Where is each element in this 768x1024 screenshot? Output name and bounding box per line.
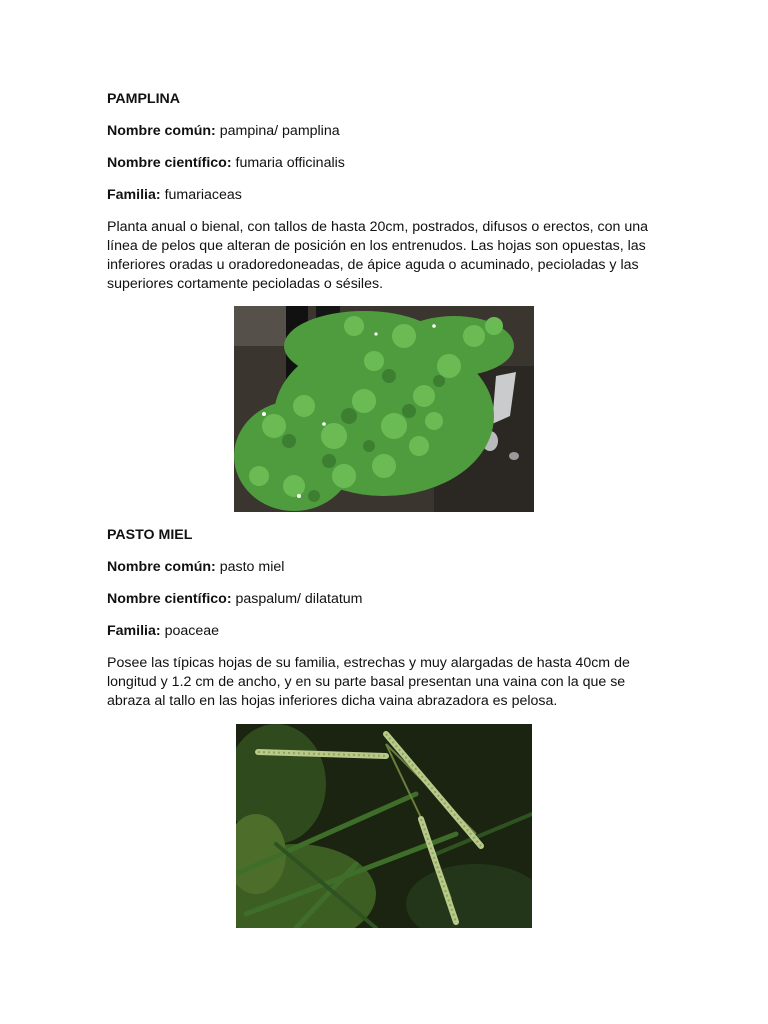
common-name-label: Nombre común: xyxy=(107,559,216,575)
description-paragraph: Planta anual o bienal, con tallos de hasta 20cm, postrados, difusos o erectos, con una línea de pelos que alteran de posición en los entrenudos. Las hojas son opuestas, las inferiores oradas u oradoredoneadas, de ápice aguda o acuminado, pecioladas y las superiores cortamente pecioladas o sésiles. xyxy=(107,219,649,292)
scientific-name-row xyxy=(107,155,345,171)
description-paragraph: Posee las típicas hojas de su familia, estrechas y muy alargadas de hasta 40cm de longitud y 1.2 cm de ancho, y en su parte basal presentan una vaina con la que se abraza al tallo en las hojas inferiores dicha vaina abrazadora es pelosa. xyxy=(107,655,630,709)
pamplina-photo xyxy=(234,306,534,512)
common-name-row xyxy=(107,559,284,575)
common-name-row xyxy=(107,123,340,139)
section-title-pasto-miel: PASTO MIEL xyxy=(107,527,193,543)
scientific-name-value: fumaria officinalis xyxy=(235,155,345,171)
family-value: poaceae xyxy=(164,623,220,639)
scientific-name-row xyxy=(107,591,362,607)
common-name-label: Nombre común: xyxy=(107,123,216,139)
common-name-value: pasto miel xyxy=(219,559,285,575)
family-row xyxy=(107,187,242,203)
scientific-name-label: Nombre científico: xyxy=(107,591,232,607)
pasto-miel-photo xyxy=(236,724,532,928)
section-title-pamplina: PAMPLINA xyxy=(107,91,181,107)
family-row xyxy=(107,623,219,639)
family-label: Familia: xyxy=(107,187,161,203)
family-value: fumariaceas xyxy=(164,187,242,203)
common-name-value: pampina/ pamplina xyxy=(219,123,340,139)
scientific-name-value: paspalum/ dilatatum xyxy=(235,591,363,607)
scientific-name-label: Nombre científico: xyxy=(107,155,232,171)
family-label: Familia: xyxy=(107,623,161,639)
